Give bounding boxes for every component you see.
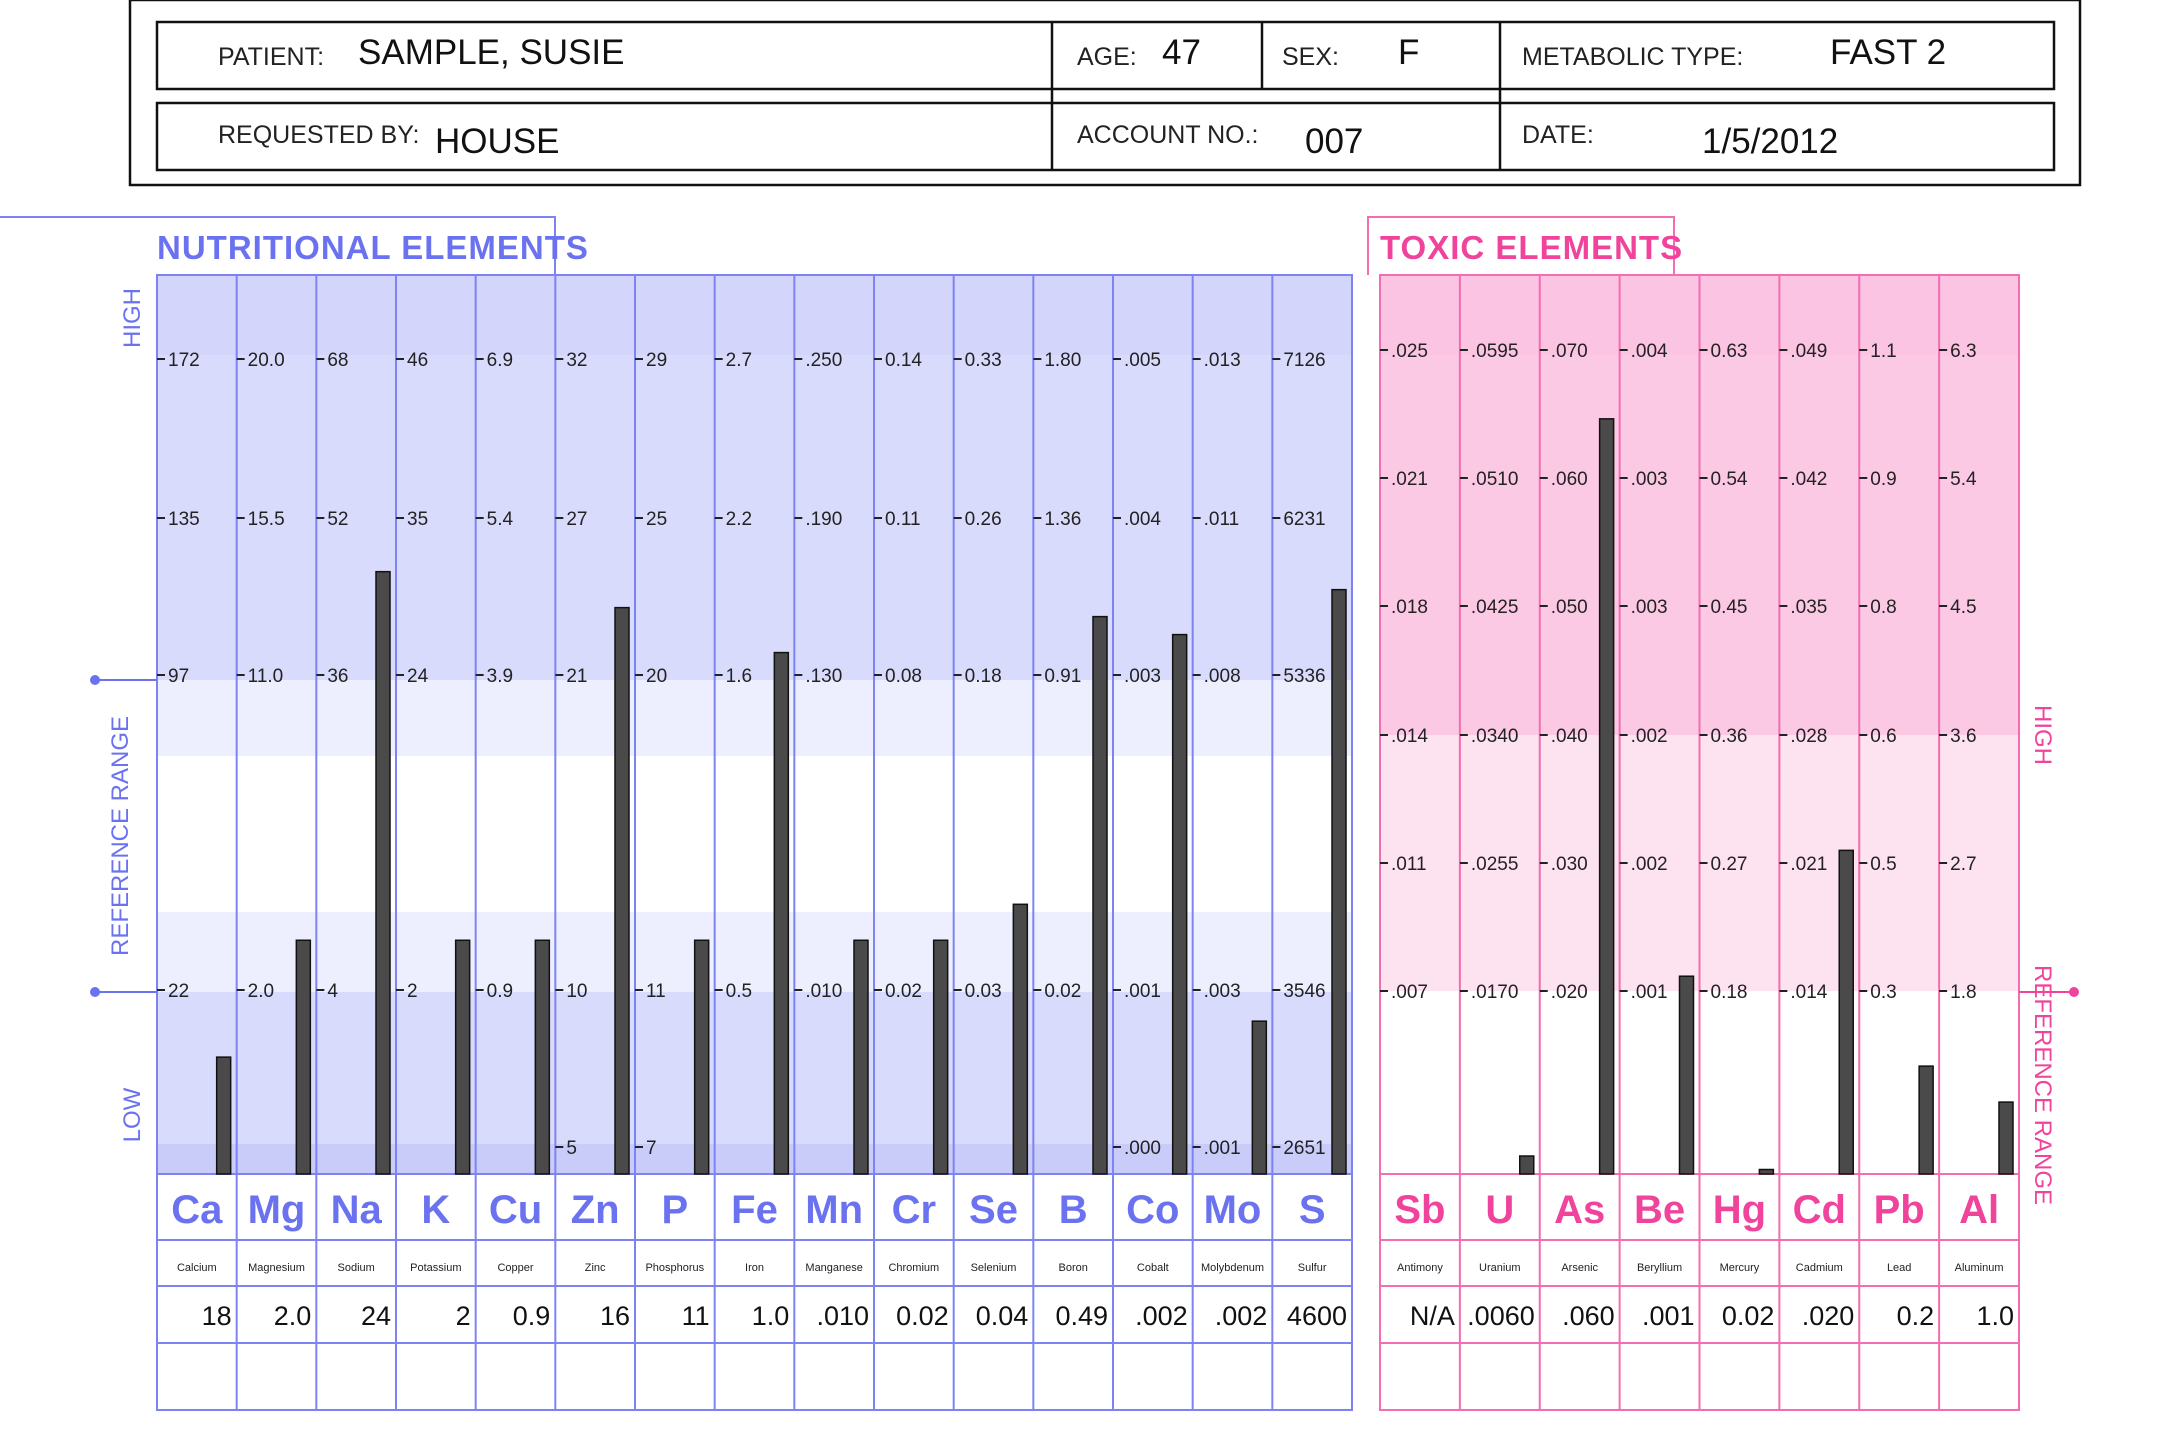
- tick-label-u-5: .0170: [1470, 982, 1519, 1003]
- element-result-co: .002: [1135, 1301, 1188, 1331]
- tick-label-mo-1: .011: [1203, 509, 1240, 530]
- tick-label-al-1: 5.4: [1950, 469, 1977, 490]
- tick-label-p-3: 11: [646, 981, 666, 1002]
- tick-label-cd-0: .049: [1790, 341, 1828, 362]
- element-symbol-pb: Pb: [1873, 1188, 1925, 1232]
- tick-label-cu-1: 5.4: [486, 509, 514, 530]
- tick-label-mo-3: .003: [1203, 981, 1241, 1002]
- requested-by-value: HOUSE: [435, 122, 560, 161]
- toxic-title: TOXIC ELEMENTS: [1380, 229, 1684, 266]
- element-symbol-s: S: [1298, 1188, 1326, 1232]
- element-name-mo: Molybdenum: [1201, 1262, 1264, 1274]
- element-symbol-mo: Mo: [1203, 1188, 1262, 1232]
- tick-label-b-0: 1.80: [1044, 350, 1082, 371]
- tick-label-cd-1: .042: [1790, 469, 1828, 490]
- element-name-na: Sodium: [337, 1262, 375, 1274]
- tick-label-as-3: .040: [1550, 726, 1588, 747]
- nutritional-reference-range-label: REFERENCE RANGE: [107, 715, 134, 957]
- toxic-high-label: HIGH: [2029, 705, 2056, 765]
- element-symbol-hg: Hg: [1712, 1188, 1767, 1232]
- tick-label-mo-0: .013: [1203, 350, 1241, 371]
- tick-label-b-2: 0.91: [1044, 666, 1082, 687]
- tick-label-ca-3: 22: [168, 981, 190, 1002]
- tick-label-co-bottom: .000: [1124, 1138, 1161, 1159]
- element-name-cd: Cadmium: [1795, 1262, 1843, 1274]
- bar-hg: [1759, 1170, 1773, 1174]
- tick-label-cd-2: .035: [1790, 597, 1828, 618]
- sex-value: F: [1398, 33, 1420, 72]
- tick-label-b-3: 0.02: [1044, 981, 1082, 1002]
- patient-header: [130, 0, 2080, 185]
- tick-label-as-5: .020: [1550, 982, 1588, 1003]
- element-symbol-mn: Mn: [805, 1188, 864, 1232]
- element-result-pb: 0.2: [1896, 1301, 1935, 1331]
- element-result-mn: .010: [816, 1301, 869, 1331]
- tick-label-pb-0: 1.1: [1870, 341, 1897, 362]
- tick-label-be-0: .004: [1630, 341, 1668, 362]
- tick-label-fe-2: 1.6: [725, 666, 753, 687]
- tick-label-s-0: 7126: [1283, 350, 1326, 371]
- bar-na: [376, 572, 390, 1174]
- element-name-b: Boron: [1058, 1262, 1088, 1274]
- tick-label-k-2: 24: [407, 666, 429, 687]
- tick-label-p-1: 25: [646, 509, 668, 530]
- tick-label-hg-4: 0.27: [1710, 854, 1748, 875]
- tick-label-p-bottom: 7: [646, 1138, 657, 1159]
- element-symbol-cr: Cr: [891, 1188, 937, 1232]
- tick-label-mg-0: 20.0: [247, 350, 285, 371]
- tick-label-hg-0: 0.63: [1710, 341, 1748, 362]
- element-symbol-p: P: [661, 1188, 689, 1232]
- tick-label-be-5: .001: [1630, 982, 1668, 1003]
- tick-label-u-3: .0340: [1470, 726, 1519, 747]
- tick-label-cu-3: 0.9: [486, 981, 514, 1002]
- element-name-al: Aluminum: [1954, 1262, 2004, 1274]
- tick-label-hg-1: 0.54: [1710, 469, 1748, 490]
- tick-label-pb-2: 0.8: [1870, 597, 1897, 618]
- element-result-cu: 0.9: [512, 1301, 551, 1331]
- bar-k: [456, 940, 470, 1174]
- element-result-be: .001: [1641, 1301, 1695, 1331]
- nutritional-low-label: LOW: [119, 1087, 146, 1143]
- tick-label-cu-2: 3.9: [486, 666, 514, 687]
- element-name-ca: Calcium: [176, 1262, 217, 1274]
- element-result-fe: 1.0: [751, 1301, 790, 1331]
- tick-label-cr-3: 0.02: [885, 981, 922, 1002]
- tick-label-p-0: 29: [646, 350, 668, 371]
- element-result-na: 24: [360, 1301, 391, 1331]
- element-result-zn: 16: [599, 1301, 630, 1331]
- tick-label-cr-1: 0.11: [885, 509, 921, 530]
- bar-zn: [615, 608, 629, 1174]
- toxic-panel: [1368, 217, 2079, 1410]
- tick-label-p-2: 20: [646, 666, 668, 687]
- date-label: DATE:: [1522, 121, 1594, 149]
- tick-label-cr-2: 0.08: [885, 666, 922, 687]
- element-result-b: 0.49: [1055, 1301, 1108, 1331]
- tick-label-co-2: .003: [1124, 666, 1161, 687]
- tick-label-cd-5: .014: [1790, 982, 1828, 1003]
- tick-label-u-2: .0425: [1470, 597, 1519, 618]
- element-name-sb: Antimony: [1397, 1262, 1443, 1274]
- tick-label-be-4: .002: [1630, 854, 1668, 875]
- element-name-mn: Manganese: [805, 1262, 863, 1274]
- tick-label-se-0: 0.33: [964, 350, 1002, 371]
- element-result-cr: 0.02: [896, 1301, 949, 1331]
- tick-label-mn-0: .250: [805, 350, 843, 371]
- element-symbol-ca: Ca: [171, 1188, 223, 1232]
- element-result-mg: 2.0: [273, 1301, 312, 1331]
- patient-name: SAMPLE, SUSIE: [358, 33, 625, 72]
- element-name-cu: Copper: [497, 1262, 534, 1274]
- tick-label-fe-0: 2.7: [725, 350, 753, 371]
- element-name-pb: Lead: [1886, 1262, 1912, 1274]
- element-symbol-k: K: [421, 1188, 451, 1232]
- nutritional-bars: [217, 572, 1346, 1174]
- tick-label-sb-0: .025: [1391, 341, 1428, 362]
- tick-label-cd-4: .021: [1790, 854, 1828, 875]
- element-symbol-na: Na: [330, 1188, 382, 1232]
- element-name-u: Uranium: [1479, 1262, 1521, 1274]
- element-result-cd: .020: [1801, 1301, 1855, 1331]
- tick-label-fe-1: 2.2: [725, 509, 753, 530]
- tick-label-s-2: 5336: [1283, 666, 1326, 687]
- nutritional-title: NUTRITIONAL ELEMENTS: [157, 229, 589, 266]
- bar-al: [1999, 1102, 2013, 1174]
- tick-label-s-bottom: 2651: [1283, 1138, 1326, 1159]
- element-result-mo: .002: [1214, 1301, 1268, 1331]
- tick-label-ca-2: 97: [168, 666, 190, 687]
- nutritional-table: [171, 1188, 1347, 1331]
- bar-mo: [1252, 1021, 1266, 1174]
- tick-label-hg-2: 0.45: [1710, 597, 1748, 618]
- age-label: AGE:: [1077, 43, 1137, 71]
- tick-label-k-3: 2: [407, 981, 418, 1002]
- bar-cu: [535, 940, 549, 1174]
- tick-label-sb-5: .007: [1391, 982, 1428, 1003]
- tick-label-na-2: 36: [327, 666, 349, 687]
- nutritional-panel: [0, 217, 1352, 1410]
- element-result-se: 0.04: [975, 1301, 1029, 1331]
- element-symbol-zn: Zn: [570, 1188, 620, 1232]
- tick-label-pb-5: 0.3: [1870, 982, 1897, 1003]
- tick-label-mg-3: 2.0: [247, 981, 275, 1002]
- tick-label-zn-bottom: 5: [566, 1138, 577, 1159]
- tick-label-co-1: .004: [1124, 509, 1161, 530]
- nutritional-high-label: HIGH: [119, 288, 146, 348]
- element-symbol-se: Se: [969, 1188, 1018, 1232]
- element-result-s: 4600: [1286, 1301, 1347, 1331]
- tick-label-fe-3: 0.5: [725, 981, 753, 1002]
- element-symbol-co: Co: [1126, 1188, 1180, 1232]
- tick-label-mo-bottom: .001: [1203, 1138, 1241, 1159]
- tick-label-k-0: 46: [407, 350, 429, 371]
- tick-label-al-4: 2.7: [1950, 854, 1977, 875]
- element-symbol-be: Be: [1633, 1188, 1686, 1232]
- tick-label-u-0: .0595: [1470, 341, 1519, 362]
- patient-label: PATIENT:: [218, 43, 325, 71]
- element-result-al: 1.0: [1976, 1301, 2014, 1331]
- tick-label-be-2: .003: [1630, 597, 1668, 618]
- tick-label-pb-1: 0.9: [1870, 469, 1897, 490]
- tick-label-zn-0: 32: [566, 350, 588, 371]
- tick-label-pb-4: 0.5: [1870, 854, 1897, 875]
- date-value: 1/5/2012: [1702, 122, 1839, 161]
- bar-mn: [854, 940, 868, 1174]
- element-name-as: Arsenic: [1561, 1262, 1599, 1274]
- metabolic-type-label: METABOLIC TYPE:: [1522, 43, 1744, 71]
- bar-fe: [774, 653, 788, 1174]
- account-no-value: 007: [1305, 122, 1364, 161]
- tick-label-sb-2: .018: [1391, 597, 1428, 618]
- metabolic-type-value: FAST 2: [1830, 33, 1947, 72]
- element-result-u: .0060: [1467, 1301, 1535, 1331]
- tick-label-mn-2: .130: [805, 666, 843, 687]
- tick-label-as-1: .060: [1550, 469, 1588, 490]
- tick-label-s-1: 6231: [1283, 509, 1326, 530]
- tick-label-co-0: .005: [1124, 350, 1161, 371]
- element-name-k: Potassium: [410, 1262, 462, 1274]
- tick-label-se-2: 0.18: [964, 666, 1002, 687]
- tick-label-sb-3: .014: [1391, 726, 1428, 747]
- element-result-ca: 18: [201, 1301, 232, 1331]
- element-name-cr: Chromium: [888, 1262, 940, 1274]
- toxic-table: [1394, 1188, 2014, 1331]
- tick-label-pb-3: 0.6: [1870, 726, 1897, 747]
- tick-label-mo-2: .008: [1203, 666, 1241, 687]
- element-name-fe: Iron: [745, 1262, 764, 1274]
- element-name-co: Cobalt: [1136, 1262, 1169, 1274]
- element-result-as: .060: [1562, 1301, 1615, 1331]
- tick-label-se-3: 0.03: [964, 981, 1002, 1002]
- bar-p: [695, 940, 709, 1174]
- element-name-s: Sulfur: [1297, 1262, 1327, 1274]
- element-result-k: 2: [455, 1301, 471, 1331]
- account-no-label: ACCOUNT NO.:: [1077, 121, 1259, 149]
- bar-mg: [296, 940, 310, 1174]
- bar-cd: [1839, 850, 1853, 1174]
- toxic-reference-range-label: REFERENCE RANGE: [2029, 964, 2056, 1206]
- element-result-sb: N/A: [1409, 1301, 1455, 1331]
- tick-label-as-4: .030: [1550, 854, 1588, 875]
- tick-label-cr-0: 0.14: [885, 350, 922, 371]
- tick-label-zn-1: 27: [566, 509, 588, 530]
- tick-label-s-3: 3546: [1283, 981, 1326, 1002]
- element-result-p: 11: [681, 1301, 710, 1331]
- tick-label-se-1: 0.26: [964, 509, 1002, 530]
- tick-label-zn-2: 21: [566, 666, 588, 687]
- element-symbol-mg: Mg: [247, 1188, 306, 1232]
- tick-label-al-3: 3.6: [1950, 726, 1977, 747]
- element-symbol-u: U: [1485, 1188, 1515, 1232]
- tick-label-be-3: .002: [1630, 726, 1668, 747]
- bar-s: [1332, 590, 1346, 1174]
- tick-label-b-1: 1.36: [1044, 509, 1082, 530]
- element-name-se: Selenium: [970, 1262, 1017, 1274]
- bar-cr: [934, 940, 948, 1174]
- tick-label-co-3: .001: [1124, 981, 1161, 1002]
- element-symbol-sb: Sb: [1394, 1188, 1446, 1232]
- tick-label-al-0: 6.3: [1950, 341, 1977, 362]
- tick-label-hg-3: 0.36: [1710, 726, 1748, 747]
- tick-label-al-2: 4.5: [1950, 597, 1977, 618]
- requested-by-label: REQUESTED BY:: [218, 121, 420, 149]
- tick-label-be-1: .003: [1630, 469, 1668, 490]
- bar-pb: [1919, 1066, 1933, 1174]
- tick-label-zn-3: 10: [566, 981, 588, 1002]
- tick-label-na-3: 4: [327, 981, 338, 1002]
- tick-label-cu-0: 6.9: [486, 350, 514, 371]
- bar-as: [1600, 419, 1614, 1174]
- tick-label-ca-1: 135: [168, 509, 200, 530]
- bar-ca: [217, 1057, 231, 1174]
- tick-label-mg-1: 15.5: [247, 509, 285, 530]
- sex-label: SEX:: [1282, 43, 1339, 71]
- element-symbol-b: B: [1058, 1188, 1088, 1232]
- bar-se: [1013, 904, 1027, 1174]
- tick-label-mg-2: 11.0: [247, 666, 284, 687]
- element-name-hg: Mercury: [1719, 1262, 1760, 1274]
- tick-label-mn-3: .010: [805, 981, 843, 1002]
- tick-label-k-1: 35: [407, 509, 429, 530]
- bar-u: [1520, 1156, 1534, 1174]
- element-symbol-al: Al: [1959, 1188, 2000, 1232]
- element-symbol-cu: Cu: [488, 1188, 543, 1232]
- tick-label-al-5: 1.8: [1950, 982, 1977, 1003]
- tick-label-u-4: .0255: [1470, 854, 1519, 875]
- tick-label-sb-1: .021: [1391, 469, 1428, 490]
- bar-co: [1173, 635, 1187, 1174]
- element-symbol-cd: Cd: [1792, 1188, 1846, 1232]
- tick-label-mn-1: .190: [805, 509, 843, 530]
- element-name-mg: Magnesium: [248, 1262, 305, 1274]
- tick-label-hg-5: 0.18: [1710, 982, 1748, 1003]
- tick-label-as-2: .050: [1550, 597, 1588, 618]
- element-symbol-as: As: [1554, 1188, 1606, 1232]
- bar-b: [1093, 617, 1107, 1174]
- element-symbol-fe: Fe: [731, 1188, 778, 1232]
- bar-be: [1680, 976, 1694, 1174]
- tick-label-u-1: .0510: [1470, 469, 1519, 490]
- tick-label-cd-3: .028: [1790, 726, 1828, 747]
- element-name-be: Beryllium: [1636, 1262, 1683, 1274]
- tick-label-sb-4: .011: [1391, 854, 1427, 875]
- tick-label-ca-0: 172: [168, 350, 200, 371]
- element-result-hg: 0.02: [1721, 1301, 1775, 1331]
- tick-label-na-1: 52: [327, 509, 349, 530]
- tick-label-na-0: 68: [327, 350, 349, 371]
- element-name-p: Phosphorus: [645, 1262, 705, 1274]
- age-value: 47: [1162, 33, 1201, 72]
- tick-label-as-0: .070: [1550, 341, 1588, 362]
- element-name-zn: Zinc: [584, 1262, 606, 1274]
